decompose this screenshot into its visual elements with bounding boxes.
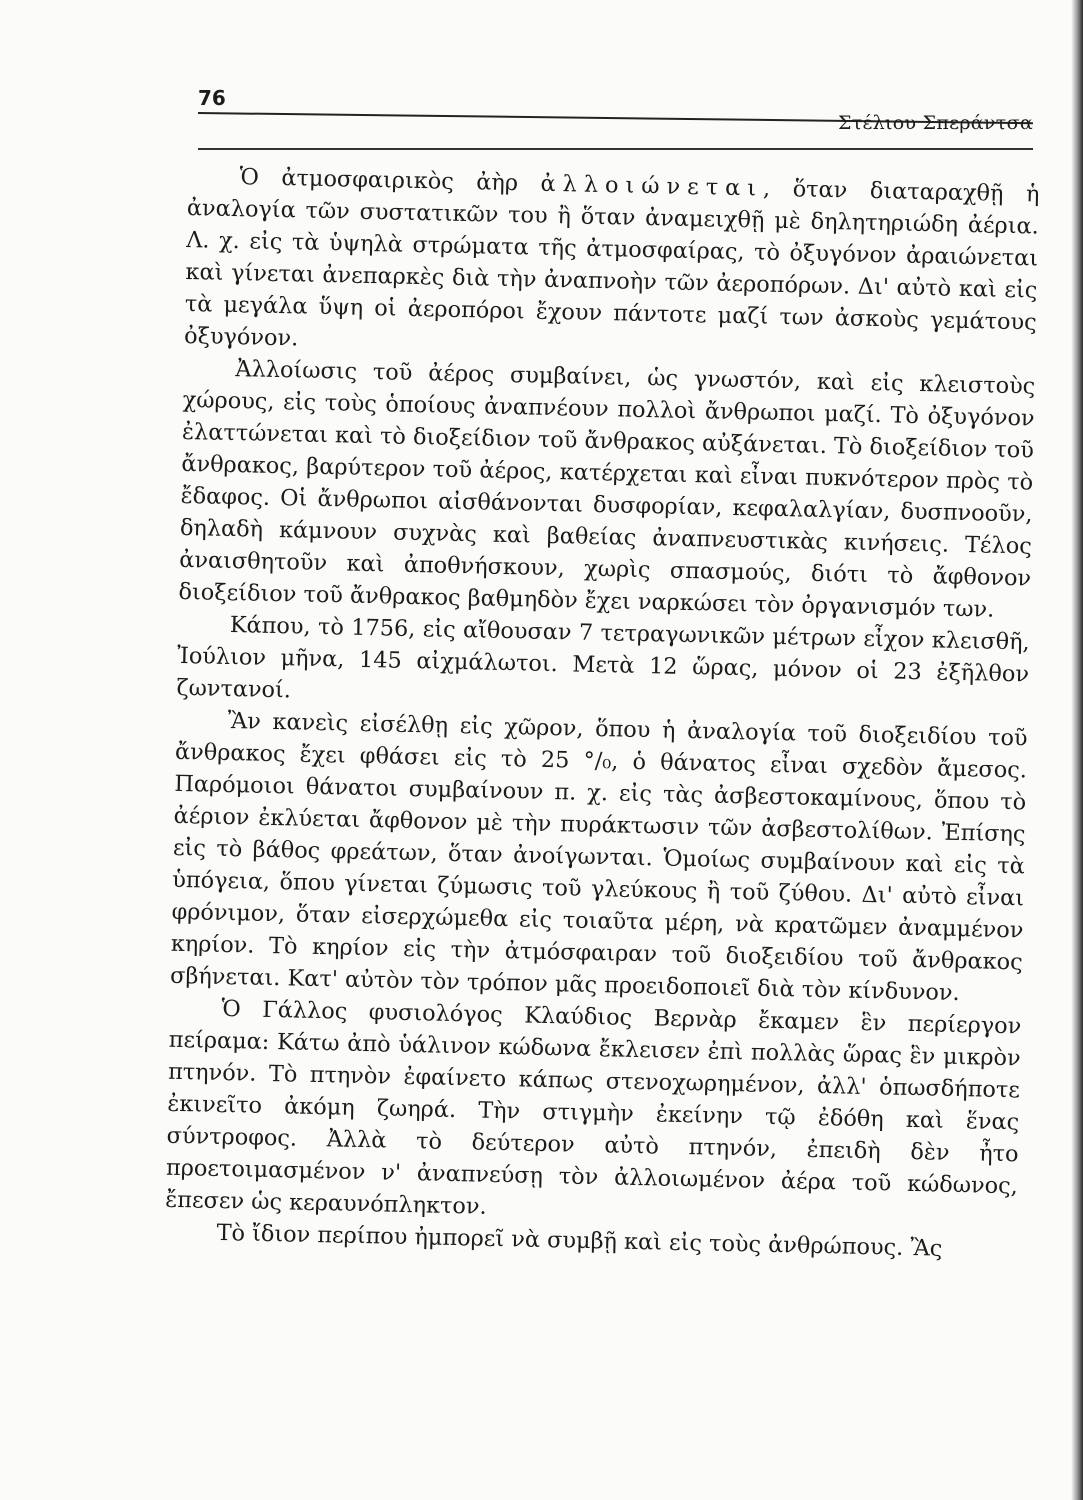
page-edge-shadow bbox=[1071, 0, 1083, 1500]
page-number: 76 bbox=[198, 86, 226, 110]
paragraph: Τὸ ἴδιον περίπου ἠμπορεῖ νὰ συμβῇ καὶ εἰς τοὺς ἀνθρώπους. Ἂς bbox=[216, 1219, 943, 1262]
body-text bbox=[164, 160, 1040, 1266]
paragraph: Κάπου, τὸ 1756, εἰς αἴθουσαν 7 τετραγωνικῶν μέτρων εἶχον κλεισθῆ, Ἰούλιον μῆνα, 145 αἰχμάλωτοι. Μετὰ 12 ὥρας, μόνον οἱ 23 ἐξῆλθον ζωντανοί. bbox=[176, 612, 1030, 704]
paragraph: Ἀλλοίωσις τοῦ ἀέρος συμβαίνει, ὡς γνωστόν, καὶ εἰς κλειστοὺς χώρους, εἰς τοὺς ὁποίους ἀναπνέουν πολλοὶ ἄνθρωποι μαζί. Τὸ ὀξυγόνον ἐλαττώνεται καὶ τὸ διοξείδιον τοῦ ἄνθρακος αὐξάνεται. Τὸ διοξείδιον τοῦ ἄνθρακος, βαρύτερον τοῦ ἀέρος, κατέρχεται καὶ εἶναι πυκνότερον πρὸς τὸ ἔδαφος. Οἱ ἄνθρωποι αἰσθάνονται δυσφορίαν, κεφαλαλγίαν, δυσπνοοῦν, δηλαδὴ κάμνουν συχνὰς καὶ βαθείας ἀναπνευστικὰς κινήσεις. Τέλος ἀναισθητοῦν καὶ ἀποθνήσκουν, χωρὶς σπασμούς, διότι τὸ ἄφθονον διοξείδιον τοῦ ἄνθρακος βαθμηδὸν ἔχει ναρκώσει τὸν ὀργανισμόν των. bbox=[178, 356, 1036, 623]
paragraph-text: Ὁ ἀτμοσφαιρικὸς ἀὴρ bbox=[239, 164, 541, 197]
running-head: Στέλιου Σπεράντσα bbox=[837, 112, 1033, 134]
paragraph-text: , ὅταν διαταραχθῇ ἡ ἀναλογία τῶν συστατικῶν του ἢ ὅταν ἀναμειχθῇ μὲ δηλητηριώδη ἀέρια. Λ. χ. εἰς τὰ ὑψηλὰ στρώματα τῆς ἀτμοσφαίρας, τὸ ὀξυγόνον ἀραιώνεται καὶ γίνεται ἀνεπαρκὲς διὰ τὴν ἀναπνοὴν τῶν ἀεροπόρων. Δι' αὐτὸ καὶ εἰς τὰ μεγάλα ὕψη οἱ ἀεροπόροι ἔχουν πάντοτε μαζί των ἀσκοὺς γεμάτους ὀξυγόνον. bbox=[183, 175, 1040, 352]
paragraph: Ὁ Γάλλος φυσιολόγος Κλαύδιος Βερνὰρ ἔκαμεν ἓν περίεργον πείραμα: Κάτω ἀπὸ ὑάλινον κώδωνα ἔκλεισεν ἐπὶ πολλὰς ὥρας ἓν μικρὸν πτηνόν. Τὸ πτηνὸν ἐφαίνετο κάπως στενοχωρημένον, ἀλλ' ὁπωσδήποτε ἐκινεῖτο ἀκόμη ζωηρά. Τὴν στιγμὴν ἐκείνην τῷ ἐδόθη καὶ ἕνας σύντροφος. Ἀλλὰ τὸ δεύτερον αὐτὸ πτηνόν, ἐπειδὴ δὲν ἦτο προετοιμασμένον ν' ἀναπνεύσῃ τὸν ἀλλοιωμένον ἀέρα τοῦ κώδωνος, ἔπεσεν ὡς κεραυνόπληκτον. bbox=[165, 995, 1022, 1220]
paragraph bbox=[184, 160, 1040, 371]
header-underline bbox=[198, 148, 1033, 150]
paragraph: Ἂν κανεὶς εἰσέλθῃ εἰς χῶρον, ὅπου ἡ ἀναλογία τοῦ διοξειδίου τοῦ ἄνθρακος ἔχει φθάσει εἰς τὸ 25 °/₀, ὁ θάνατος εἶναι σχεδὸν ἄμεσος. Παρόμοιοι θάνατοι συμβαίνουν π. χ. εἰς τὰς ἀσβεστοκαμίνους, ὅπου τὸ ἀέριον ἐκλύεται ἄφθονον μὲ τὴν πυράκτωσιν τῶν ἀσβεστολίθων. Ἐπίσης εἰς τὸ βάθος φρεάτων, ὅταν ἀνοίγωνται. Ὁμοίως συμβαίνουν καὶ εἰς τὰ ὑπόγεια, ὅπου γίνεται ζύμωσις τοῦ γλεύκους ἢ τοῦ ζύθου. Δι' αὐτὸ εἶναι φρόνιμον, ὅταν εἰσερχώμεθα εἰς τοιαῦτα μέρη, νὰ κρατῶμεν ἀναμμένον κηρίον. Τὸ κηρίον εἰς τὴν ἀτμόσφαιραν τοῦ διοξειδίου τοῦ ἄνθρακος σβήνεται. Κατ' αὐτὸν τὸν τρόπον μᾶς προειδοποιεῖ διὰ τὸν κίνδυνον. bbox=[169, 708, 1028, 1007]
spaced-emphasis: ἀλλοιώνεται bbox=[540, 170, 764, 202]
page-header bbox=[198, 82, 1033, 142]
